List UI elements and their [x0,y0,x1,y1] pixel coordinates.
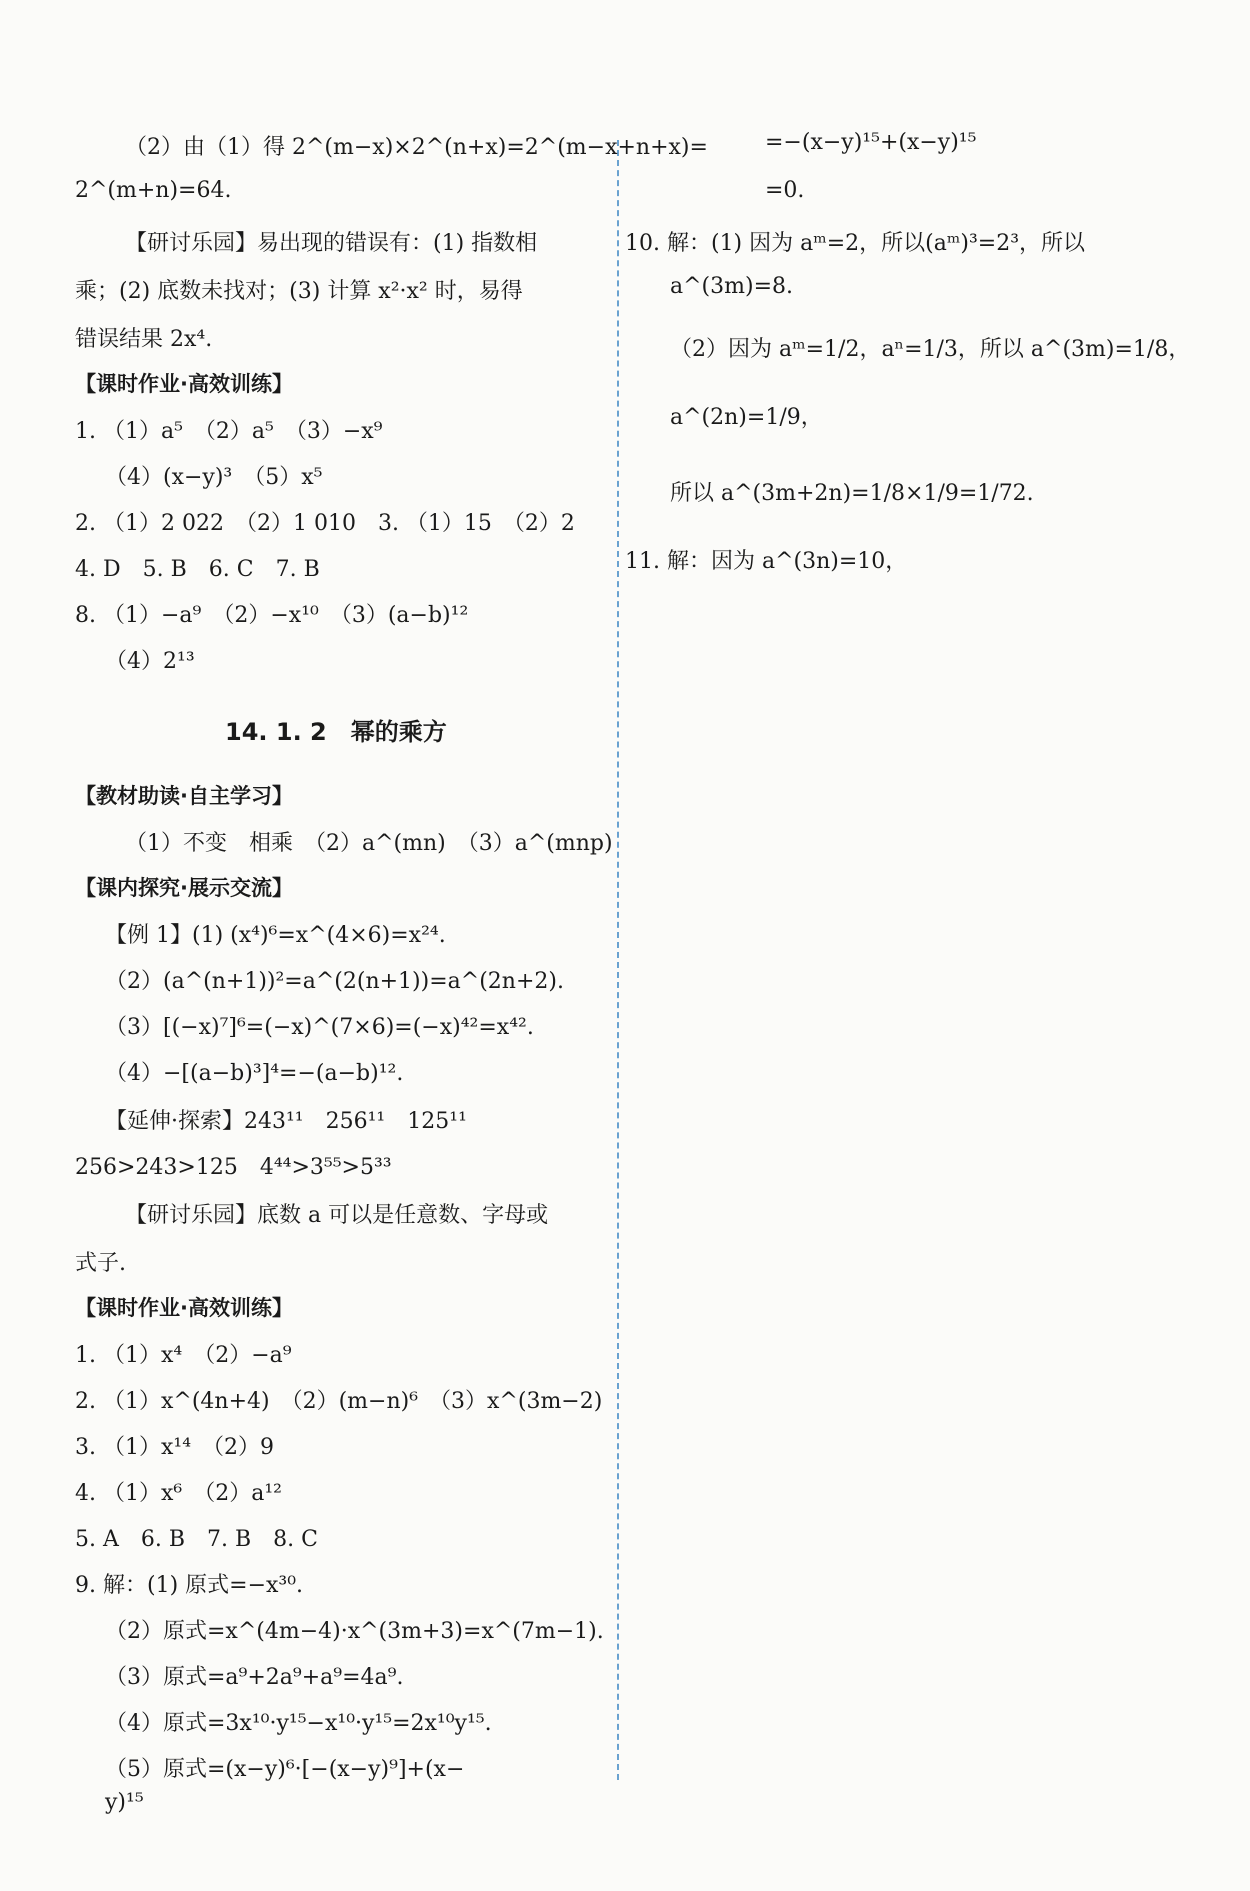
left-line: 3. （1）x¹⁴ （2）9 [75,1435,275,1460]
left-line: （4）2¹³ [105,649,195,674]
right-line: a^(3m)=8. [670,274,793,299]
left-line: 【课时作业·高效训练】 [75,1296,293,1320]
left-line: 256>243>125 4⁴⁴>3⁵⁵>5³³ [75,1155,392,1180]
right-line: a^(2n)=1/9， [670,405,823,430]
left-line: 【例 1】(1) (x⁴)⁶=x^(4×6)=x²⁴. [105,923,446,948]
right-line: =0. [765,178,805,203]
left-line: （5）原式=(x−y)⁶·[−(x−y)⁹]+(x− [105,1757,465,1782]
right-line: 11. 解：因为 a^(3n)=10， [625,549,908,574]
right-line: =−(x−y)¹⁵+(x−y)¹⁵ [765,130,977,155]
left-line: （4）(x−y)³ （5）x⁵ [105,465,323,490]
left-line: （3）原式=a⁹+2a⁹+a⁹=4a⁹. [105,1665,404,1690]
left-line: 【教材助读·自主学习】 [75,784,293,808]
left-line: （1）不变 相乘 （2）a^(mn) （3）a^(mnp) [125,831,613,856]
left-line: （3）[(−x)⁷]⁶=(−x)^(7×6)=(−x)⁴²=x⁴². [105,1015,534,1040]
left-line: 乘；(2) 底数未找对；(3) 计算 x²·x² 时，易得 [75,279,523,304]
left-line: （2）(a^(n+1))²=a^(2(n+1))=a^(2n+2). [105,969,564,994]
right-line: （2）因为 aᵐ=1/2，aⁿ=1/3，所以 a^(3m)=1/8， [670,337,1191,362]
left-line: 1. （1）a⁵ （2）a⁵ （3）−x⁹ [75,419,383,444]
left-line: 8. （1）−a⁹ （2）−x¹⁰ （3）(a−b)¹² [75,603,469,628]
right-line: 所以 a^(3m+2n)=1/8×1/9=1/72. [670,481,1034,506]
left-line: 【研讨乐园】底数 a 可以是任意数、字母或 [125,1203,549,1228]
left-line: 5. A 6. B 7. B 8. C [75,1527,318,1552]
left-line: y)¹⁵ [105,1790,144,1815]
column-divider [617,140,619,1780]
left-line: （4）−[(a−b)³]⁴=−(a−b)¹². [105,1061,404,1086]
right-line: 10. 解：(1) 因为 aᵐ=2，所以(aᵐ)³=2³，所以 [625,231,1086,256]
left-line: 9. 解：(1) 原式=−x³⁰. [75,1573,304,1598]
left-line: 1. （1）x⁴ （2）−a⁹ [75,1343,292,1368]
left-line: 【延伸·探索】243¹¹ 256¹¹ 125¹¹ [105,1109,467,1134]
left-line: 错误结果 2x⁴. [75,327,213,352]
left-line: 4. （1）x⁶ （2）a¹² [75,1481,282,1506]
left-line: （2）原式=x^(4m−4)·x^(3m+3)=x^(7m−1). [105,1619,604,1644]
left-line: 【课时作业·高效训练】 [75,372,293,396]
left-line: 2^(m+n)=64. [75,178,232,203]
left-line: 2. （1）2 022 （2）1 010 3. （1）15 （2）2 [75,511,575,536]
left-line: 式子. [75,1251,126,1276]
left-line: 14. 1. 2 幂的乘方 [225,718,447,746]
left-line: 【课内探究·展示交流】 [75,876,293,900]
left-line: （4）原式=3x¹⁰·y¹⁵−x¹⁰·y¹⁵=2x¹⁰y¹⁵. [105,1711,492,1736]
left-line: （2）由（1）得 2^(m−x)×2^(n+x)=2^(m−x+n+x)= [125,135,708,160]
left-line: 【研讨乐园】易出现的错误有：(1) 指数相 [125,231,538,256]
left-line: 4. D 5. B 6. C 7. B [75,557,320,582]
left-line: 2. （1）x^(4n+4) （2）(m−n)⁶ （3）x^(3m−2) [75,1389,603,1414]
